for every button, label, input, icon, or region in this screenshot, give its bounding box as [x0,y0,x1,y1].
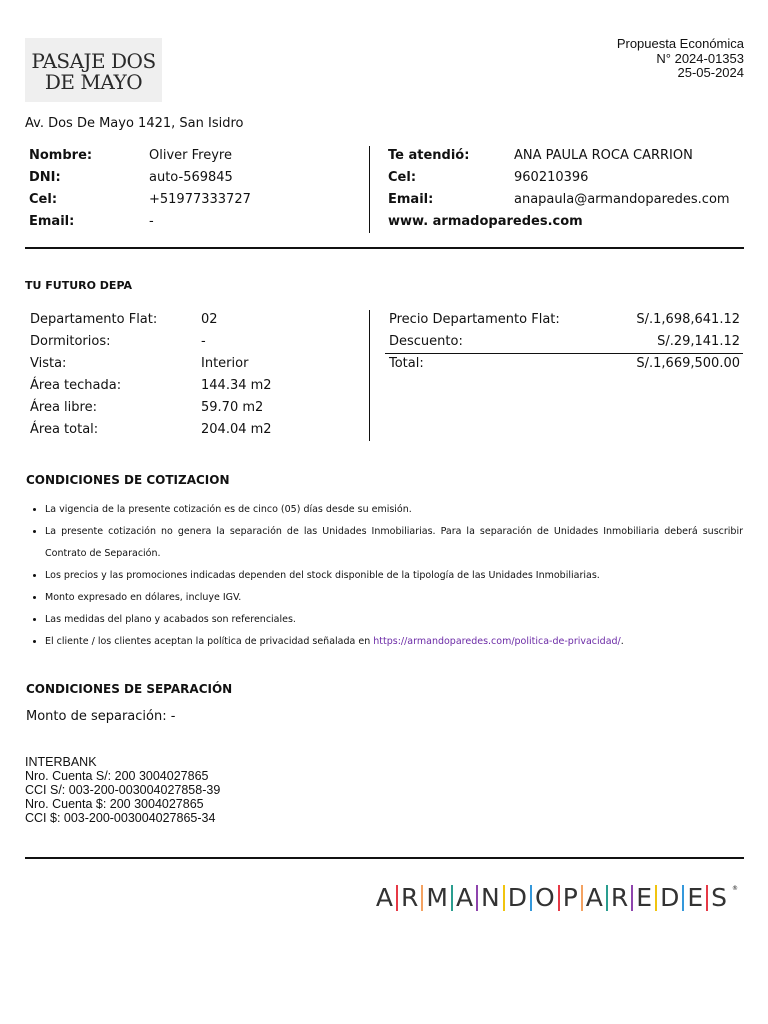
list-item: • Los precios y las promociones indicadas dependen del stock disponible de la tipología de las Unidades Inmobiliarias. [45,565,743,587]
separation-title: CONDICIONES DE SEPARACIÓN [26,682,233,696]
doc-type: Propuesta Económica [616,36,744,51]
brand-letter: O [532,885,560,911]
list-item: • Las medidas del plano y acabados son referenciales. [45,609,743,631]
total-divider [385,353,743,354]
price-table [389,309,740,379]
unit-section-title: TU FUTURO DEPA [25,279,133,292]
separation-amount: Monto de separación: - [26,709,176,724]
document-header-info [617,37,744,81]
unit-label: Área libre: [30,400,97,415]
list-item: • La vigencia de la presente cotización es de cinco (05) días desde su emisión. [45,499,743,521]
bank-account: Nro. Cuenta S/: 200 3004027865 [25,769,209,783]
total-value: S/.1,669,500.00 [636,356,740,371]
unit-value: 144.34 m2 [201,378,272,393]
client-dni-label: DNI: [29,170,61,185]
unit-label: Vista: [30,356,67,371]
privacy-end: . [620,636,624,647]
privacy-policy-link[interactable]: https://armandoparedes.com/politica-de-privacidad/ [373,636,621,647]
agent-info [388,145,748,235]
brand-letter: D [505,885,532,911]
brand-letter: A [583,885,608,911]
client-cel: +51977333727 [149,192,251,207]
column-divider [369,146,370,233]
total-label: Total: [389,356,424,371]
client-cel-label: Cel: [29,192,58,207]
brand-letter: A [453,885,478,911]
conditions-title: CONDICIONES DE COTIZACION [26,473,230,487]
brand-letter: N [478,885,505,911]
brand-letter: S [711,883,727,912]
list-item: • Monto expresado en dólares, incluye IGV. [45,587,743,609]
brand-letter: D [657,885,684,911]
list-item: • La presente cotización no genera la separación de las Unidades Inmobiliarias. Para la separación de Unidades Inmobiliaria deberá suscribir Contrato de Separación. [45,521,743,565]
column-divider [369,310,370,441]
brand-logo [373,885,738,911]
bank-details [25,755,220,825]
agent-name: ANA PAULA ROCA CARRION [514,148,693,163]
unit-label: Dormitorios: [30,334,111,349]
unit-label: Departamento Flat: [30,312,158,327]
client-dni: auto-569845 [149,170,233,185]
unit-value: Interior [201,356,249,371]
logo-line2: DE MAYO [44,70,143,94]
discount-label: Descuento: [389,334,463,349]
list-item [45,631,743,653]
footer-divider [25,857,744,859]
price-label: Precio Departamento Flat: [389,312,560,327]
agent-website[interactable]: www. armadoparedes.com [388,214,583,229]
project-address: Av. Dos De Mayo 1421, San Isidro [25,116,244,131]
agent-cel-label: Cel: [388,170,417,185]
bank-name: INTERBANK [25,755,97,769]
brand-letter: E [633,885,657,911]
client-name: Oliver Freyre [149,148,232,163]
client-email-label: Email: [29,214,75,229]
agent-attended-label: Te atendió: [388,148,470,163]
bank-cci: CCI $: 003-200-003004027865-34 [25,811,216,825]
agent-cel: 960210396 [514,170,589,185]
unit-value: 204.04 m2 [201,422,272,437]
doc-number: N° 2024-01353 [656,50,744,66]
discount-value: S/.29,141.12 [657,334,740,349]
agent-email-label: Email: [388,192,434,207]
unit-label: Área total: [30,422,99,437]
privacy-text: El cliente / los clientes aceptan la política de privacidad señalada en [45,636,374,647]
project-logo [25,38,162,102]
brand-letter: P [560,885,583,911]
section-divider [25,247,744,249]
client-name-label: Nombre: [29,148,93,163]
unit-value: 59.70 m2 [201,400,264,415]
unit-details [30,309,360,441]
doc-date: 25-05-2024 [677,65,744,80]
brand-letter: M [423,885,453,911]
brand-letter: E [684,885,708,911]
client-email: - [149,214,154,229]
registered-mark: ® [732,885,738,892]
price-value: S/.1,698,641.12 [636,312,740,327]
agent-email[interactable]: anapaula@armandoparedes.com [514,192,730,207]
bank-cci: CCI S/: 003-200-003004027858-39 [25,783,221,797]
bank-account: Nro. Cuenta $: 200 3004027865 [25,797,204,811]
conditions-list [25,499,743,653]
unit-label: Área techada: [30,378,122,393]
brand-letter: R [608,885,633,911]
client-info [29,145,359,235]
logo-line1: PASAJE DOS [31,49,156,73]
unit-value: 02 [201,312,218,327]
unit-value: - [201,334,206,349]
brand-letter: A [373,885,398,911]
brand-letter: R [398,885,423,911]
